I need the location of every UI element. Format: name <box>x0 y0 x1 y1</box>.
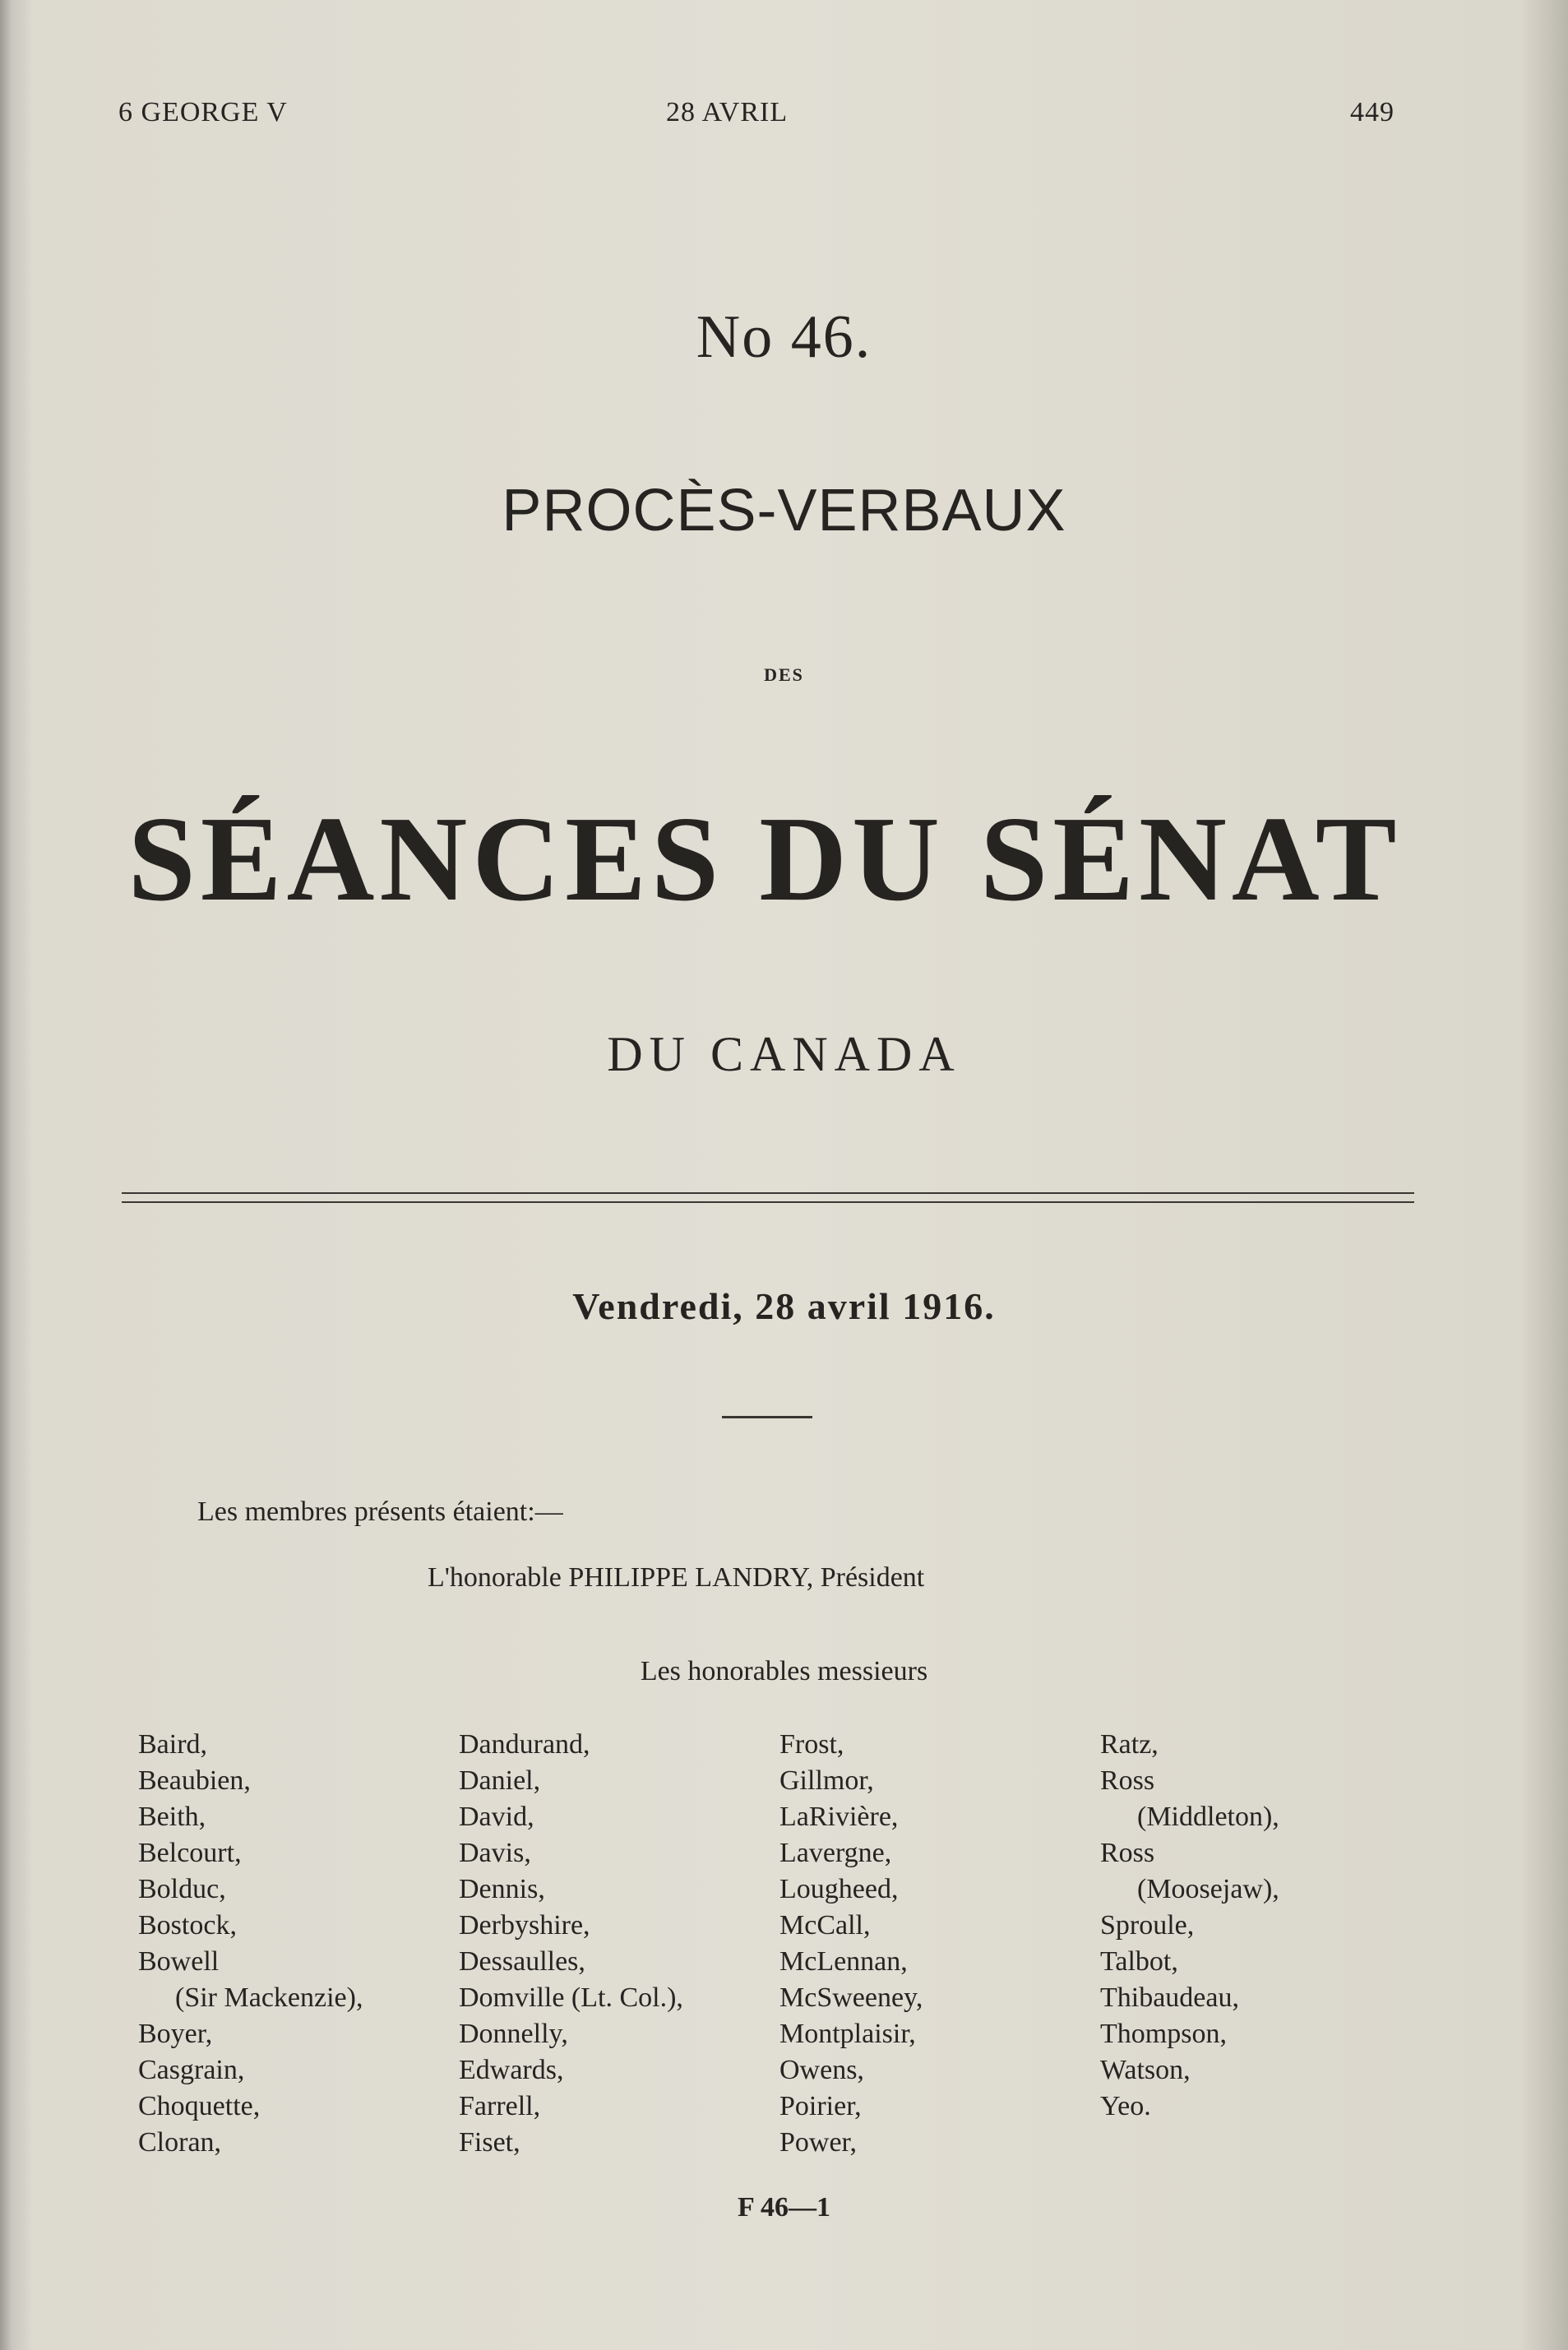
issue-number: No 46. <box>696 303 872 371</box>
member-name: Derbyshire, <box>459 1910 590 1941</box>
member-name: Ross <box>1100 1838 1155 1868</box>
member-name: Baird, <box>138 1729 208 1760</box>
member-name: Donnelly, <box>459 2019 568 2049</box>
member-name-continuation: (Moosejaw), <box>1137 1874 1279 1904</box>
member-name: Sproule, <box>1100 1910 1195 1941</box>
member-name: Dandurand, <box>459 1729 590 1760</box>
member-name: Thompson, <box>1100 2019 1227 2049</box>
page-number: 449 <box>1350 97 1395 127</box>
member-name: Montplaisir, <box>779 2019 916 2049</box>
member-name: Choquette, <box>138 2091 261 2121</box>
double-rule-bottom <box>122 1201 1414 1203</box>
president-line: L'honorable PHILIPPE LANDRY, Président <box>428 1562 925 1593</box>
member-name: Belcourt, <box>138 1838 242 1868</box>
member-name: Talbot, <box>1100 1946 1178 1977</box>
member-name: Frost, <box>779 1729 844 1760</box>
member-name: Daniel, <box>459 1765 541 1796</box>
members-column-2 <box>459 1727 683 2161</box>
member-name: Lavergne, <box>779 1838 892 1868</box>
member-name: Edwards, <box>459 2055 564 2085</box>
member-name: Boyer, <box>138 2019 213 2049</box>
members-column-3 <box>779 1727 923 2161</box>
member-name: McLennan, <box>779 1946 908 1977</box>
member-name: Yeo. <box>1100 2091 1151 2121</box>
header-regnal-year: 6 GEORGE V <box>118 97 288 127</box>
member-name: Lougheed, <box>779 1874 899 1904</box>
short-divider <box>722 1416 812 1418</box>
member-name: Davis, <box>459 1838 531 1868</box>
member-name: Domville (Lt. Col.), <box>459 1982 683 2013</box>
member-name: David, <box>459 1802 534 1832</box>
member-name: McSweeney, <box>779 1982 923 2013</box>
title-seances: SÉANCES DU SÉNAT <box>127 792 1402 927</box>
member-name: Ratz, <box>1100 1729 1159 1760</box>
member-name: Casgrain, <box>138 2055 245 2085</box>
members-present-intro: Les membres présents étaient:— <box>197 1497 563 1527</box>
member-name: Beaubien, <box>138 1765 251 1796</box>
member-name: Beith, <box>138 1802 206 1832</box>
member-name: Bolduc, <box>138 1874 226 1904</box>
member-name: Farrell, <box>459 2091 541 2121</box>
member-name: Cloran, <box>138 2127 222 2158</box>
member-name: LaRivière, <box>779 1802 899 1832</box>
members-column-4 <box>1100 1727 1279 2125</box>
member-name: Dennis, <box>459 1874 545 1904</box>
member-name-continuation: (Sir Mackenzie), <box>175 1982 363 2013</box>
member-name: Poirier, <box>779 2091 862 2121</box>
member-name: Watson, <box>1100 2055 1191 2085</box>
member-name: Thibaudeau, <box>1100 1982 1239 2013</box>
title-proces-verbaux: PROCÈS-VERBAUX <box>502 478 1066 544</box>
member-name: Fiset, <box>459 2127 520 2158</box>
signature-mark: F 46—1 <box>737 2192 830 2223</box>
member-name: Dessaulles, <box>459 1946 585 1977</box>
member-name: Owens, <box>779 2055 864 2085</box>
member-name: Power, <box>779 2127 858 2158</box>
title-canada: DU CANADA <box>607 1027 961 1081</box>
member-name: Gillmor, <box>779 1765 874 1796</box>
header-date: 28 AVRIL <box>666 97 789 127</box>
member-name: McCall, <box>779 1910 871 1941</box>
title-des: DES <box>764 664 804 685</box>
double-rule-top <box>122 1192 1414 1194</box>
sitting-date: Vendredi, 28 avril 1916. <box>572 1285 996 1327</box>
member-name: Bowell <box>138 1946 220 1977</box>
members-column-1 <box>138 1727 363 2161</box>
member-name: Bostock, <box>138 1910 237 1941</box>
member-name-continuation: (Middleton), <box>1137 1802 1279 1832</box>
honorable-members-heading: Les honorables messieurs <box>640 1656 928 1686</box>
member-name: Ross <box>1100 1765 1155 1796</box>
